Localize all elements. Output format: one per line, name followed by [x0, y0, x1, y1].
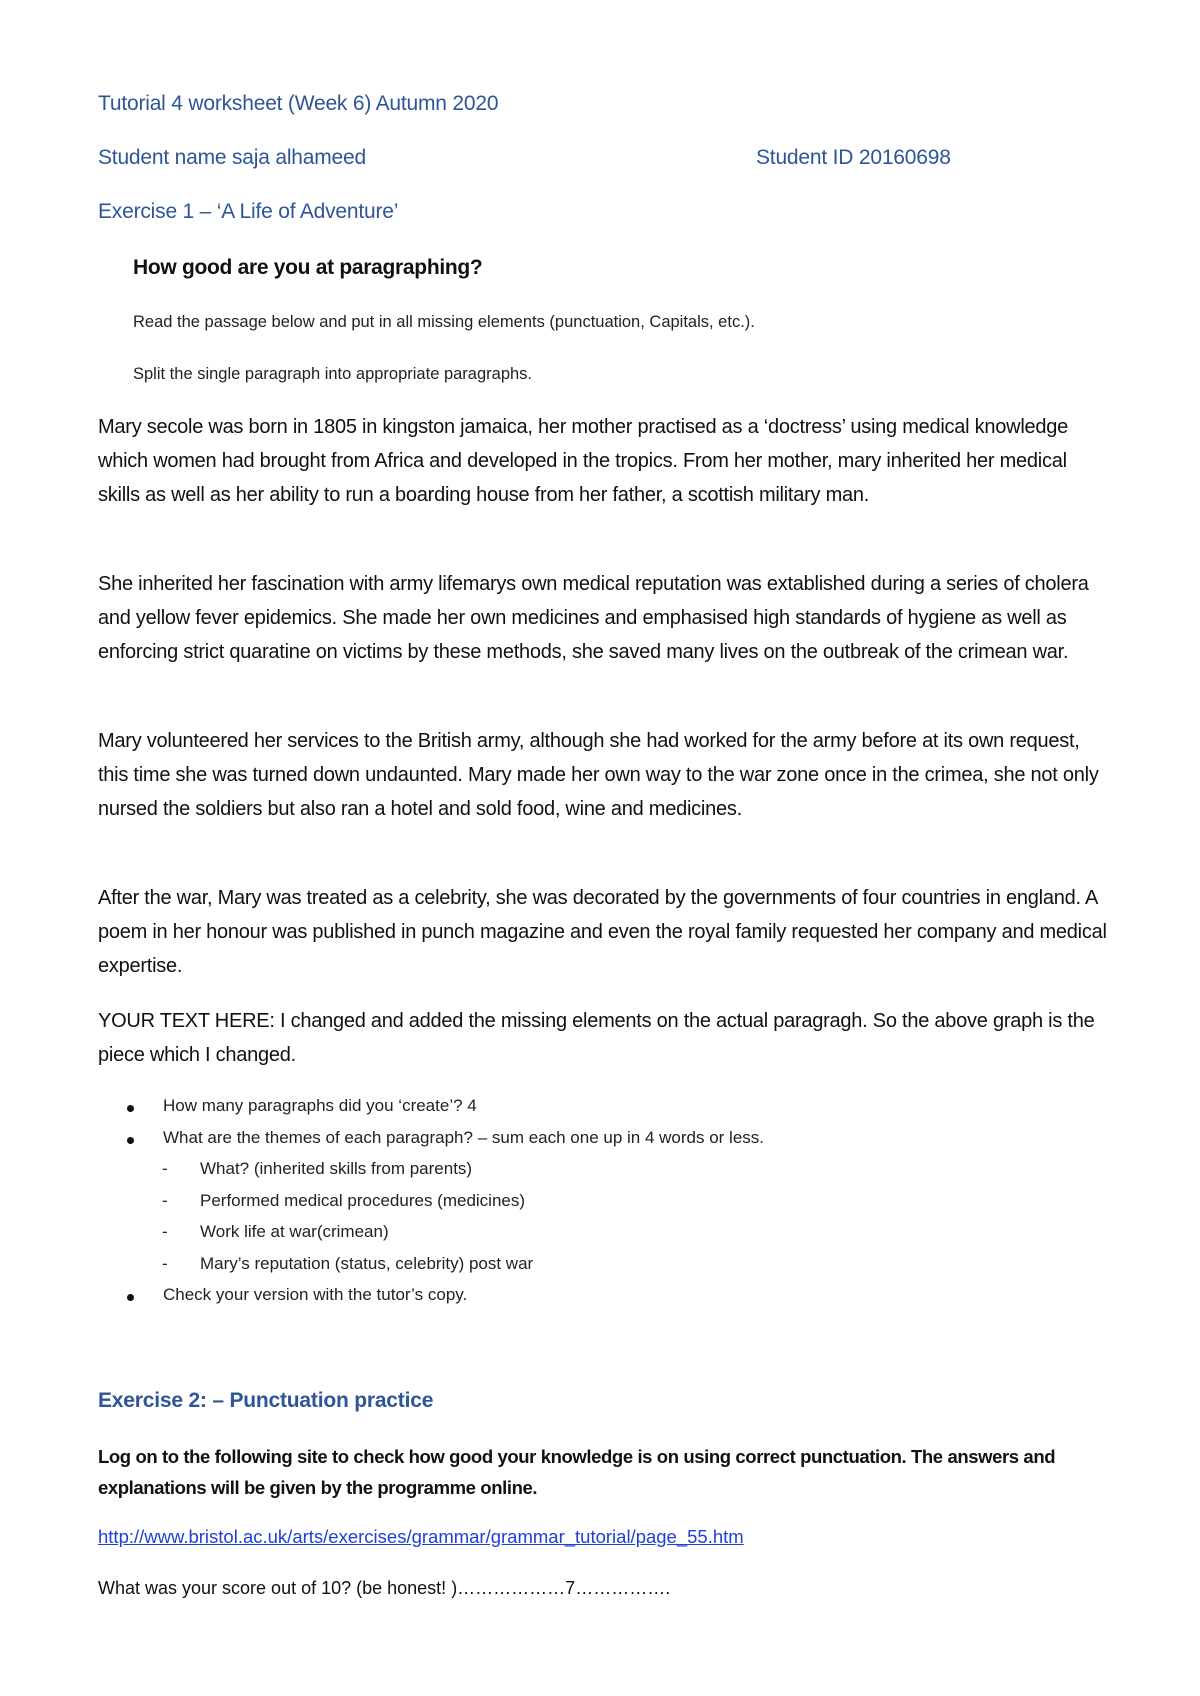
- paragraph-2: She inherited her fascination with army lifemarys own medical reputation was extablished during a series of cholera and yellow fever epidemics. She made her own medicines and emphasised high standards of hygiene as well as enforcing strict quaratine on victims by these methods, she saved many lives on the outbreak of the crimean war.: [98, 573, 1089, 663]
- your-text-paragraph: YOUR TEXT HERE: I changed and added the missing elements on the actual paragragh. So the above graph is the piece which I changed.: [98, 1010, 1095, 1066]
- bullet-icon: [127, 1137, 134, 1144]
- dash-icon: -: [162, 1159, 168, 1178]
- question-2: What are the themes of each paragraph? – sum each one up in 4 words or less.: [163, 1128, 765, 1147]
- student-name: Student name saja alhameed: [98, 146, 366, 169]
- student-id: Student ID 20160698: [756, 146, 951, 169]
- bullet-icon: [127, 1105, 134, 1112]
- instruction-1: Read the passage below and put in all missing elements (punctuation, Capitals, etc.).: [133, 313, 755, 331]
- dash-icon: -: [162, 1222, 168, 1241]
- exercise2-instruction: Log on to the following site to check how good your knowledge is on using correct punctuation. The answers and explanations will be given by the programme online.: [98, 1446, 1056, 1498]
- question-1: How many paragraphs did you ‘create’? 4: [163, 1096, 477, 1115]
- theme-item-2: Performed medical procedures (medicines): [200, 1191, 526, 1210]
- paragraph-4: After the war, Mary was treated as a celebrity, she was decorated by the governments of four countries in england. A poem in her honour was published in punch magazine and even the royal family requested her company and medical expertise.: [98, 887, 1107, 977]
- dash-icon: -: [162, 1254, 168, 1273]
- bullet-icon: [127, 1294, 134, 1301]
- punctuation-site-link[interactable]: http://www.bristol.ac.uk/arts/exercises/grammar/grammar_tutorial/page_55.htm: [98, 1526, 744, 1547]
- dash-icon: -: [162, 1191, 168, 1210]
- paragraph-1: Mary secole was born in 1805 in kingston jamaica, her mother practised as a ‘doctress’ using medical knowledge which women had brought from Africa and developed in the tropics. From her mother, mary inherited her medical skills as well as her ability to run a boarding house from her father, a scottish military man.: [98, 416, 1069, 506]
- theme-item-4: Mary’s reputation (status, celebrity) post war: [200, 1254, 534, 1273]
- instruction-2: Split the single paragraph into appropriate paragraphs.: [133, 365, 533, 383]
- theme-item-1: What? (inherited skills from parents): [200, 1159, 473, 1178]
- paragraph-3: Mary volunteered her services to the British army, although she had worked for the army before at its own request, this time she was turned down undaunted. Mary made her own way to the war zone once in the crimea, she not only nursed the soldiers but also ran a hotel and sold food, wine and medicines.: [98, 730, 1099, 820]
- score-line: What was your score out of 10? (be honest! )………………7…………….: [98, 1578, 671, 1598]
- exercise1-subheading: How good are you at paragraphing?: [133, 256, 483, 279]
- exercise2-heading: Exercise 2: – Punctuation practice: [98, 1389, 434, 1412]
- exercise1-heading: Exercise 1 – ‘A Life of Adventure’: [98, 200, 399, 223]
- theme-item-3: Work life at war(crimean): [200, 1222, 389, 1241]
- worksheet-title: Tutorial 4 worksheet (Week 6) Autumn 2020: [98, 92, 499, 115]
- question-3: Check your version with the tutor’s copy.: [163, 1285, 468, 1304]
